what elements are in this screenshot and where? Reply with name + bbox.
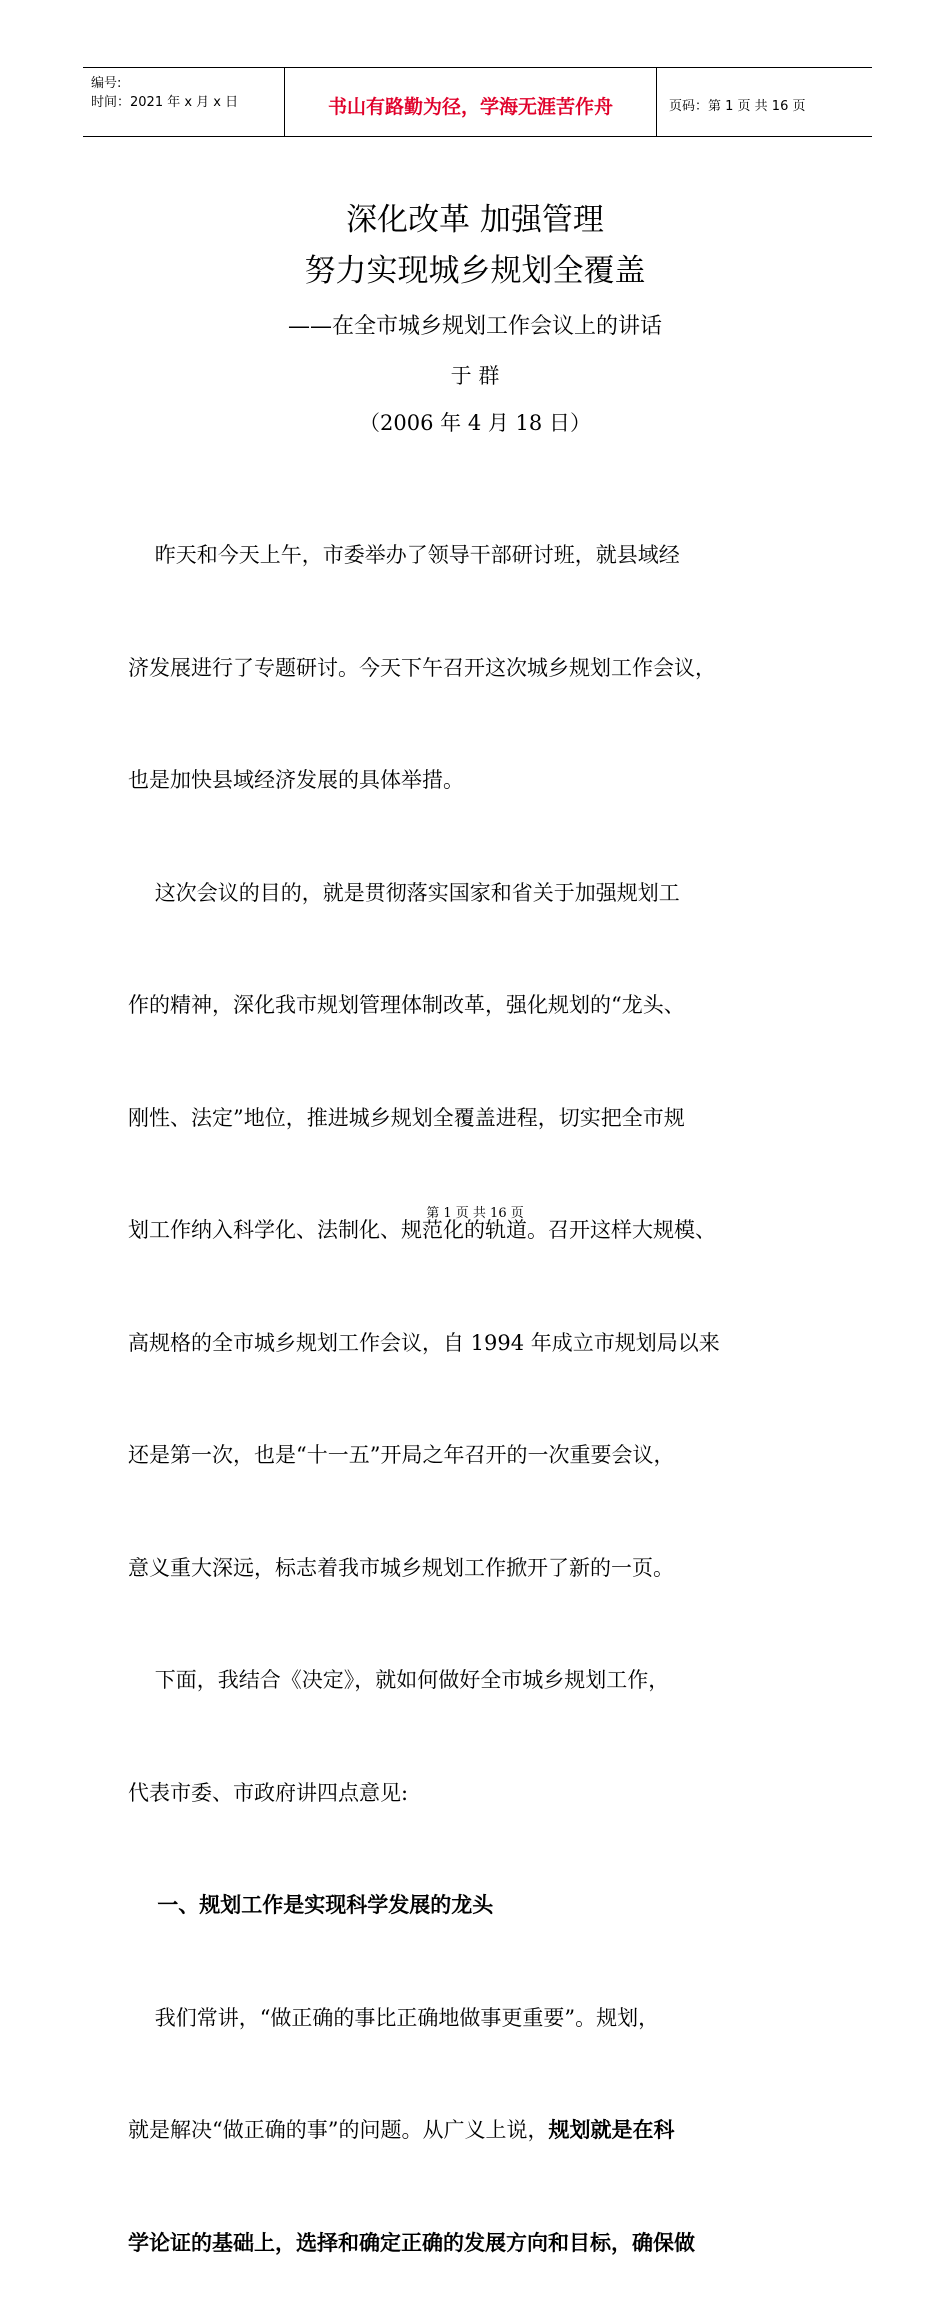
body-line-normal: 就是解决“做正确的事”的问题。从广义上说，	[128, 2118, 549, 2142]
body-line: 划工作纳入科学化、法制化、规范化的轨道。召开这样大规模、	[128, 1218, 716, 1242]
title-line-2: 努力实现城乡规划全覆盖	[304, 253, 646, 289]
header-motto: 书山有路勤为径，学海无涯苦作舟	[284, 68, 657, 136]
number-label: 编号:	[91, 76, 122, 91]
speech-date: （2006 年 4 月 18 日）	[359, 411, 591, 435]
body-line: 意义重大深远，标志着我市城乡规划工作掀开了新的一页。	[128, 1555, 674, 1580]
time-label: 时间：2021 年 x 月 x 日	[91, 95, 239, 110]
body-line	[128, 2112, 828, 2150]
body-line: 高规格的全市城乡规划工作会议，自 1994 年成立市规划局以来	[128, 1330, 720, 1355]
body-line: 作的精神，深化我市规划管理体制改革，强化规划的“龙头、	[128, 993, 685, 1017]
body-line: 刚性、法定”地位，推进城乡规划全覆盖进程，切实把全市规	[128, 1105, 685, 1130]
author: 于 群	[450, 364, 500, 388]
body-line: 代表市委、市政府讲四点意见:	[128, 1780, 409, 1805]
body-line: 下面，我结合《决定》，就如何做好全市城乡规划工作，	[128, 1668, 670, 1692]
body-line: 济发展进行了专题研讨。今天下午召开这次城乡规划工作会议，	[128, 655, 716, 680]
body-line: 这次会议的目的，就是贯彻落实国家和省关于加强规划工	[128, 880, 680, 905]
body-line: 昨天和今天上午，市委举办了领导干部研讨班，就县域经	[128, 543, 680, 567]
header-meta	[83, 68, 284, 136]
body-line-emphasis: 规划就是在科	[548, 2118, 675, 2142]
body-line-emphasis: 学论证的基础上，选择和确定正确的发展方向和目标，确保做	[128, 2230, 695, 2255]
body-line: 也是加快县域经济发展的具体举措。	[128, 768, 464, 792]
body-line: 还是第一次，也是“十一五”开局之年召开的一次重要会议，	[128, 1443, 675, 1467]
body-line: 我们常讲，“做正确的事比正确地做事更重要”。规划，	[128, 2005, 660, 2030]
body-text	[128, 462, 828, 2300]
title-line-1: 深化改革 加强管理	[346, 202, 604, 238]
header-page-info: 页码：第 1 页 共 16 页	[669, 98, 806, 114]
section-heading: 一、规划工作是实现科学发展的龙头	[128, 1893, 494, 1917]
page-header	[83, 67, 872, 137]
subtitle: ——在全市城乡规划工作会议上的讲话	[287, 314, 662, 339]
page-footer: 第 1 页 共 16 页	[426, 1206, 524, 1221]
